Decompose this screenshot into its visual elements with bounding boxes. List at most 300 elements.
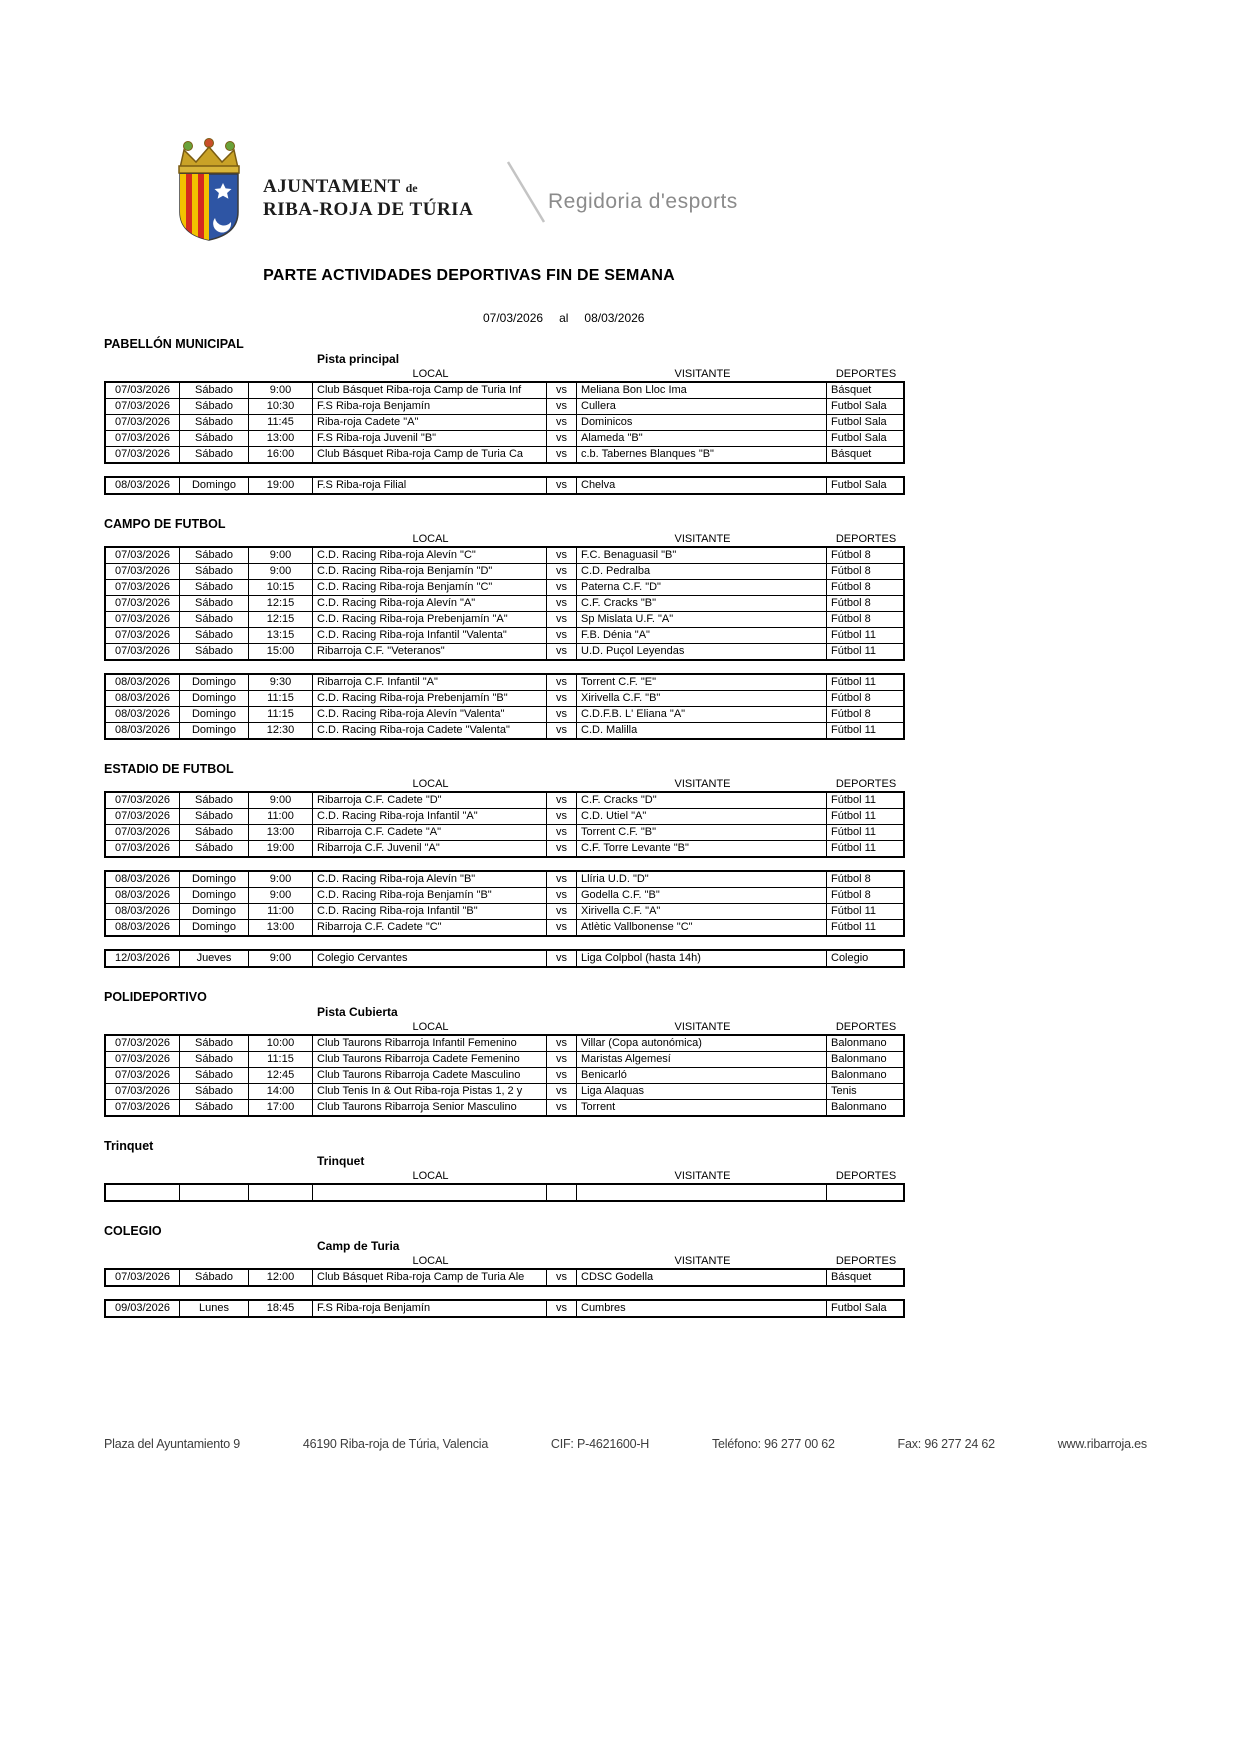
table-row: [106, 595, 903, 611]
cell-day: Sábado: [179, 1052, 248, 1067]
table-row: [106, 1099, 903, 1115]
table-row: [106, 1185, 903, 1200]
column-header-deportes: DEPORTES: [835, 533, 897, 545]
column-header-deportes: DEPORTES: [835, 1021, 897, 1033]
column-header-time: [248, 1254, 312, 1269]
cell-local: C.D. Racing Riba-roja Cadete "Valenta": [312, 723, 546, 738]
cell-deportes: Futbol Sala: [826, 431, 903, 446]
date-from: 07/03/2026: [483, 311, 544, 325]
table-row: [106, 1083, 903, 1099]
table-row: [106, 548, 903, 563]
cell-day: Sábado: [179, 1036, 248, 1051]
cell-time: 19:00: [248, 478, 312, 493]
cell-date: 07/03/2026: [114, 842, 171, 854]
section-subtitle: Pista principal: [317, 352, 400, 366]
column-header-visitante: VISITANTE: [674, 368, 731, 380]
section-4: [104, 1139, 905, 1202]
cell-time: 12:30: [248, 723, 312, 738]
table-row: [106, 1067, 903, 1083]
cell-visitante: Sp Mislata U.F. "A": [576, 612, 826, 627]
cell-visitante: Xirivella C.F. "A": [576, 904, 826, 919]
cell-deportes: Colegio: [826, 951, 903, 966]
cell-time: 17:00: [248, 1100, 312, 1115]
org-line1-suffix: de: [405, 181, 418, 195]
cell-local: Ribarroja C.F. Juvenil "A": [312, 841, 546, 856]
footer-segment-3: Teléfono: 96 277 00 62: [711, 1437, 835, 1451]
cell-vs: vs: [546, 431, 576, 446]
cell-vs: vs: [546, 904, 576, 919]
cell-time: 13:00: [248, 431, 312, 446]
cell-date: 08/03/2026: [114, 873, 171, 885]
date-separator: al: [559, 311, 569, 325]
column-header-date: [106, 532, 179, 547]
table-row: [106, 627, 903, 643]
cell-local: Club Taurons Ribarroja Cadete Masculino: [312, 1068, 546, 1083]
table-row: [106, 793, 903, 808]
cell-date: 07/03/2026: [114, 416, 171, 428]
cell-time: 13:00: [248, 825, 312, 840]
table-row: [106, 383, 903, 398]
cell-day: [179, 1185, 248, 1200]
table-row: [106, 919, 903, 935]
cell-vs: vs: [546, 951, 576, 966]
cell-visitante: Paterna C.F. "D": [576, 580, 826, 595]
cell-deportes: Fútbol 8: [826, 872, 903, 887]
cell-visitante: Torrent C.F. "E": [576, 675, 826, 690]
cell-vs: vs: [546, 1068, 576, 1083]
column-header-time: [248, 532, 312, 547]
cell-day: Domingo: [179, 691, 248, 706]
column-header-vs: [546, 777, 576, 792]
table-row: [106, 478, 903, 493]
cell-deportes: Fútbol 8: [826, 707, 903, 722]
cell-deportes: Fútbol 11: [826, 825, 903, 840]
cell-visitante: C.D. Utiel "A": [576, 809, 826, 824]
cell-time: 14:00: [248, 1084, 312, 1099]
column-header-time: [248, 1020, 312, 1035]
cell-local: F.S Riba-roja Benjamín: [312, 1301, 546, 1316]
cell-day: Sábado: [179, 399, 248, 414]
cell-local: C.D. Racing Riba-roja Infantil "Valenta": [312, 628, 546, 643]
cell-deportes: Tenis: [826, 1084, 903, 1099]
cell-visitante: Llíria U.D. "D": [576, 872, 826, 887]
section-title: PABELLÓN MUNICIPAL: [104, 337, 244, 351]
organization-name: [263, 176, 473, 220]
cell-local: Riba-roja Cadete "A": [312, 415, 546, 430]
cell-vs: vs: [546, 825, 576, 840]
cell-day: Domingo: [179, 904, 248, 919]
cell-time: 9:00: [248, 793, 312, 808]
cell-day: Sábado: [179, 628, 248, 643]
cell-day: Sábado: [179, 383, 248, 398]
column-header-date: [106, 777, 179, 792]
cell-date: 07/03/2026: [114, 1069, 171, 1081]
cell-local: C.D. Racing Riba-roja Benjamín "B": [312, 888, 546, 903]
table-row: [106, 690, 903, 706]
cell-date: 08/03/2026: [114, 692, 171, 704]
column-header-vs: [546, 367, 576, 382]
cell-day: Sábado: [179, 415, 248, 430]
cell-vs: vs: [546, 415, 576, 430]
cell-local: Club Taurons Ribarroja Infantil Femenino: [312, 1036, 546, 1051]
cell-visitante: Godella C.F. "B": [576, 888, 826, 903]
cell-day: Sábado: [179, 447, 248, 462]
section-subtitle: Trinquet: [317, 1154, 365, 1168]
column-header-visitante: VISITANTE: [674, 778, 731, 790]
cell-local: Ribarroja C.F. Cadete "A": [312, 825, 546, 840]
cell-visitante: F.C. Benaguasil "B": [576, 548, 826, 563]
cell-vs: vs: [546, 612, 576, 627]
cell-local: C.D. Racing Riba-roja Benjamín "D": [312, 564, 546, 579]
column-header-row: [104, 1254, 905, 1268]
table-row: [106, 808, 903, 824]
cell-time: 10:00: [248, 1036, 312, 1051]
cell-local: C.D. Racing Riba-roja Infantil "B": [312, 904, 546, 919]
column-header-date: [106, 367, 179, 382]
column-header-visitante: VISITANTE: [674, 1255, 731, 1267]
cell-deportes: Futbol Sala: [826, 1301, 903, 1316]
cell-visitante: Benicarló: [576, 1068, 826, 1083]
column-header-time: [248, 1169, 312, 1184]
cell-vs: vs: [546, 1036, 576, 1051]
cell-vs: vs: [546, 596, 576, 611]
table-block-1: [104, 1299, 905, 1318]
cell-local: F.S Riba-roja Juvenil "B": [312, 431, 546, 446]
table-row: [106, 824, 903, 840]
cell-deportes: Balonmano: [826, 1068, 903, 1083]
cell-day: Sábado: [179, 596, 248, 611]
cell-time: 12:00: [248, 1270, 312, 1285]
cell-date: 07/03/2026: [114, 1101, 171, 1113]
cell-time: 9:00: [248, 564, 312, 579]
cell-local: Colegio Cervantes: [312, 951, 546, 966]
cell-local: C.D. Racing Riba-roja Infantil "A": [312, 809, 546, 824]
section-title: COLEGIO: [104, 1224, 162, 1238]
section-subtitle: Camp de Turia: [317, 1239, 400, 1253]
cell-vs: vs: [546, 580, 576, 595]
cell-day: Sábado: [179, 793, 248, 808]
table-row: [106, 872, 903, 887]
table-row: [106, 643, 903, 659]
section-title: Trinquet: [104, 1139, 154, 1153]
cell-day: Lunes: [179, 1301, 248, 1316]
cell-deportes: Balonmano: [826, 1052, 903, 1067]
cell-local: Club Taurons Ribarroja Senior Masculino: [312, 1100, 546, 1115]
column-header-local: LOCAL: [412, 368, 449, 380]
cell-deportes: Fútbol 11: [826, 793, 903, 808]
cell-day: Sábado: [179, 841, 248, 856]
cell-local: C.D. Racing Riba-roja Prebenjamín "A": [312, 612, 546, 627]
page-title: PARTE ACTIVIDADES DEPORTIVAS FIN DE SEMANA: [263, 267, 675, 284]
cell-visitante: Chelva: [576, 478, 826, 493]
cell-local: F.S Riba-roja Filial: [312, 478, 546, 493]
cell-day: Sábado: [179, 1270, 248, 1285]
cell-vs: vs: [546, 564, 576, 579]
column-header-visitante: VISITANTE: [674, 1021, 731, 1033]
cell-deportes: Fútbol 8: [826, 691, 903, 706]
cell-local: Club Básquet Riba-roja Camp de Turia Ale: [312, 1270, 546, 1285]
footer-segment-4: Fax: 96 277 24 62: [897, 1437, 995, 1451]
cell-day: Domingo: [179, 478, 248, 493]
column-header-vs: [546, 1169, 576, 1184]
cell-deportes: [826, 1185, 903, 1200]
cell-deportes: Fútbol 8: [826, 612, 903, 627]
cell-visitante: CDSC Godella: [576, 1270, 826, 1285]
cell-local: Club Taurons Ribarroja Cadete Femenino: [312, 1052, 546, 1067]
column-header-time: [248, 777, 312, 792]
divider-slash: [500, 160, 552, 224]
cell-deportes: Fútbol 11: [826, 841, 903, 856]
cell-visitante: Maristas Algemesí: [576, 1052, 826, 1067]
cell-day: Domingo: [179, 872, 248, 887]
column-header-date: [106, 1254, 179, 1269]
coat-of-arms-logo: [166, 138, 252, 242]
column-header-vs: [546, 1254, 576, 1269]
column-header-date: [106, 1020, 179, 1035]
table-row: [106, 1051, 903, 1067]
column-header-row: [104, 777, 905, 791]
cell-visitante: C.F. Torre Levante "B": [576, 841, 826, 856]
cell-time: 11:00: [248, 809, 312, 824]
cell-time: 10:30: [248, 399, 312, 414]
footer-segment-0: Plaza del Ayuntamiento 9: [104, 1437, 241, 1451]
table-block-1: [104, 870, 905, 937]
column-header-day: [179, 1020, 248, 1035]
cell-time: 10:15: [248, 580, 312, 595]
cell-date: 07/03/2026: [114, 1053, 171, 1065]
cell-deportes: Fútbol 11: [826, 920, 903, 935]
cell-time: 15:00: [248, 644, 312, 659]
section-1: [104, 517, 905, 740]
cell-visitante: U.D. Puçol Leyendas: [576, 644, 826, 659]
cell-visitante: Liga Colpbol (hasta 14h): [576, 951, 826, 966]
date-range: [483, 311, 644, 325]
cell-time: 11:15: [248, 691, 312, 706]
cell-visitante: Dominicos: [576, 415, 826, 430]
column-header-local: LOCAL: [412, 533, 449, 545]
column-header-day: [179, 367, 248, 382]
cell-time: 18:45: [248, 1301, 312, 1316]
cell-deportes: Fútbol 11: [826, 675, 903, 690]
cell-date: 08/03/2026: [114, 921, 171, 933]
cell-day: Domingo: [179, 675, 248, 690]
cell-deportes: Fútbol 11: [826, 904, 903, 919]
section-0: [104, 337, 905, 495]
date-to: 08/03/2026: [584, 311, 645, 325]
cell-vs: vs: [546, 841, 576, 856]
table-row: [106, 446, 903, 462]
cell-deportes: Fútbol 11: [826, 723, 903, 738]
cell-time: 11:15: [248, 707, 312, 722]
coat-of-arms-icon: [166, 138, 252, 242]
cell-date: 07/03/2026: [114, 384, 171, 396]
section-3: [104, 990, 905, 1117]
cell-date: 07/03/2026: [114, 448, 171, 460]
footer-segment-5: www.ribarroja.es: [1057, 1437, 1147, 1451]
cell-date: 07/03/2026: [114, 645, 171, 657]
table-row: [106, 722, 903, 738]
column-header-vs: [546, 1020, 576, 1035]
cell-visitante: Torrent: [576, 1100, 826, 1115]
cell-day: Jueves: [179, 951, 248, 966]
section-2: [104, 762, 905, 968]
table-block-0: [104, 1034, 905, 1117]
cell-vs: vs: [546, 723, 576, 738]
cell-date: 07/03/2026: [114, 597, 171, 609]
cell-visitante: C.F. Cracks "B": [576, 596, 826, 611]
cell-time: 11:15: [248, 1052, 312, 1067]
footer-segment-2: CIF: P-4621600-H: [550, 1437, 650, 1451]
column-header-local: LOCAL: [412, 1021, 449, 1033]
cell-vs: vs: [546, 1270, 576, 1285]
column-header-visitante: VISITANTE: [674, 1170, 731, 1182]
cell-day: Sábado: [179, 1068, 248, 1083]
cell-visitante: [576, 1185, 826, 1200]
column-header-row: [104, 532, 905, 546]
cell-deportes: Básquet: [826, 447, 903, 462]
table-block-0: [104, 381, 905, 464]
cell-visitante: Torrent C.F. "B": [576, 825, 826, 840]
cell-date: 07/03/2026: [114, 1271, 171, 1283]
cell-vs: vs: [546, 872, 576, 887]
column-header-deportes: DEPORTES: [835, 1170, 897, 1182]
cell-date: [106, 1185, 179, 1200]
org-line2: RIBA-ROJA DE TÚRIA: [263, 199, 474, 220]
cell-date: 07/03/2026: [114, 826, 171, 838]
cell-local: Club Básquet Riba-roja Camp de Turia Ca: [312, 447, 546, 462]
table-row: [106, 706, 903, 722]
cell-day: Sábado: [179, 825, 248, 840]
cell-vs: vs: [546, 548, 576, 563]
cell-date: 07/03/2026: [114, 1037, 171, 1049]
table-row: [106, 903, 903, 919]
column-header-day: [179, 1169, 248, 1184]
table-row: [106, 1301, 903, 1316]
cell-date: 07/03/2026: [114, 810, 171, 822]
column-header-row: [104, 367, 905, 381]
cell-time: [248, 1185, 312, 1200]
cell-visitante: Liga Alaquas: [576, 1084, 826, 1099]
cell-visitante: Villar (Copa autonómica): [576, 1036, 826, 1051]
cell-vs: vs: [546, 478, 576, 493]
table-row: [106, 951, 903, 966]
org-line1: AJUNTAMENT: [263, 176, 401, 197]
cell-date: 07/03/2026: [114, 432, 171, 444]
cell-date: 07/03/2026: [114, 629, 171, 641]
cell-local: C.D. Racing Riba-roja Alevín "B": [312, 872, 546, 887]
cell-vs: vs: [546, 644, 576, 659]
cell-day: Sábado: [179, 612, 248, 627]
cell-date: 07/03/2026: [114, 549, 171, 561]
cell-day: Sábado: [179, 1084, 248, 1099]
cell-day: Domingo: [179, 723, 248, 738]
cell-time: 12:15: [248, 612, 312, 627]
cell-visitante: Cullera: [576, 399, 826, 414]
cell-day: Sábado: [179, 1100, 248, 1115]
table-row: [106, 563, 903, 579]
cell-day: Sábado: [179, 644, 248, 659]
cell-date: 08/03/2026: [114, 676, 171, 688]
cell-day: Sábado: [179, 809, 248, 824]
cell-vs: vs: [546, 793, 576, 808]
cell-visitante: C.D. Malilla: [576, 723, 826, 738]
cell-vs: vs: [546, 707, 576, 722]
cell-deportes: Fútbol 8: [826, 564, 903, 579]
cell-local: Club Básquet Riba-roja Camp de Turia Inf: [312, 383, 546, 398]
table-block-1: [104, 673, 905, 740]
cell-vs: vs: [546, 1100, 576, 1115]
cell-date: 08/03/2026: [114, 708, 171, 720]
footer: [104, 1437, 1147, 1451]
cell-local: C.D. Racing Riba-roja Alevín "A": [312, 596, 546, 611]
cell-vs: vs: [546, 888, 576, 903]
cell-date: 08/03/2026: [114, 905, 171, 917]
cell-day: Sábado: [179, 580, 248, 595]
cell-local: C.D. Racing Riba-roja Alevín "Valenta": [312, 707, 546, 722]
cell-visitante: Alameda "B": [576, 431, 826, 446]
cell-local: Club Tenis In & Out Riba-roja Pistas 1, 2 y: [312, 1084, 546, 1099]
table-row: [106, 1270, 903, 1285]
cell-visitante: c.b. Tabernes Blanques "B": [576, 447, 826, 462]
cell-deportes: Futbol Sala: [826, 399, 903, 414]
cell-day: Domingo: [179, 707, 248, 722]
cell-day: Sábado: [179, 564, 248, 579]
cell-visitante: Cumbres: [576, 1301, 826, 1316]
column-header-local: LOCAL: [412, 1170, 449, 1182]
column-header-deportes: DEPORTES: [835, 368, 897, 380]
column-header-local: LOCAL: [412, 1255, 449, 1267]
section-subtitle: Pista Cubierta: [317, 1005, 398, 1019]
cell-date: 08/03/2026: [114, 479, 171, 491]
column-header-row: [104, 1169, 905, 1183]
table-block-2: [104, 949, 905, 968]
cell-deportes: Básquet: [826, 1270, 903, 1285]
table-row: [106, 675, 903, 690]
cell-vs: vs: [546, 447, 576, 462]
column-header-local: LOCAL: [412, 778, 449, 790]
cell-time: 19:00: [248, 841, 312, 856]
cell-local: Ribarroja C.F. Cadete "C": [312, 920, 546, 935]
cell-time: 16:00: [248, 447, 312, 462]
cell-deportes: Balonmano: [826, 1036, 903, 1051]
cell-date: 12/03/2026: [114, 952, 171, 964]
section-title: POLIDEPORTIVO: [104, 990, 207, 1004]
cell-date: 07/03/2026: [114, 794, 171, 806]
table-row: [106, 414, 903, 430]
footer-segment-1: 46190 Riba-roja de Túria, Valencia: [302, 1437, 489, 1451]
cell-deportes: Básquet: [826, 383, 903, 398]
column-header-day: [179, 777, 248, 792]
cell-time: 13:00: [248, 920, 312, 935]
column-header-day: [179, 532, 248, 547]
cell-visitante: C.D. Pedralba: [576, 564, 826, 579]
cell-time: 9:00: [248, 383, 312, 398]
section-title: CAMPO DE FUTBOL: [104, 517, 226, 531]
table-row: [106, 579, 903, 595]
cell-local: C.D. Racing Riba-roja Alevín "C": [312, 548, 546, 563]
cell-time: 12:15: [248, 596, 312, 611]
column-header-row: [104, 1020, 905, 1034]
table-block-0: [104, 546, 905, 661]
cell-vs: vs: [546, 628, 576, 643]
column-header-deportes: DEPORTES: [835, 1255, 897, 1267]
cell-time: 9:00: [248, 951, 312, 966]
cell-date: 07/03/2026: [114, 581, 171, 593]
cell-day: Domingo: [179, 920, 248, 935]
table-block-0: [104, 1268, 905, 1287]
cell-date: 07/03/2026: [114, 400, 171, 412]
cell-date: 08/03/2026: [114, 724, 171, 736]
